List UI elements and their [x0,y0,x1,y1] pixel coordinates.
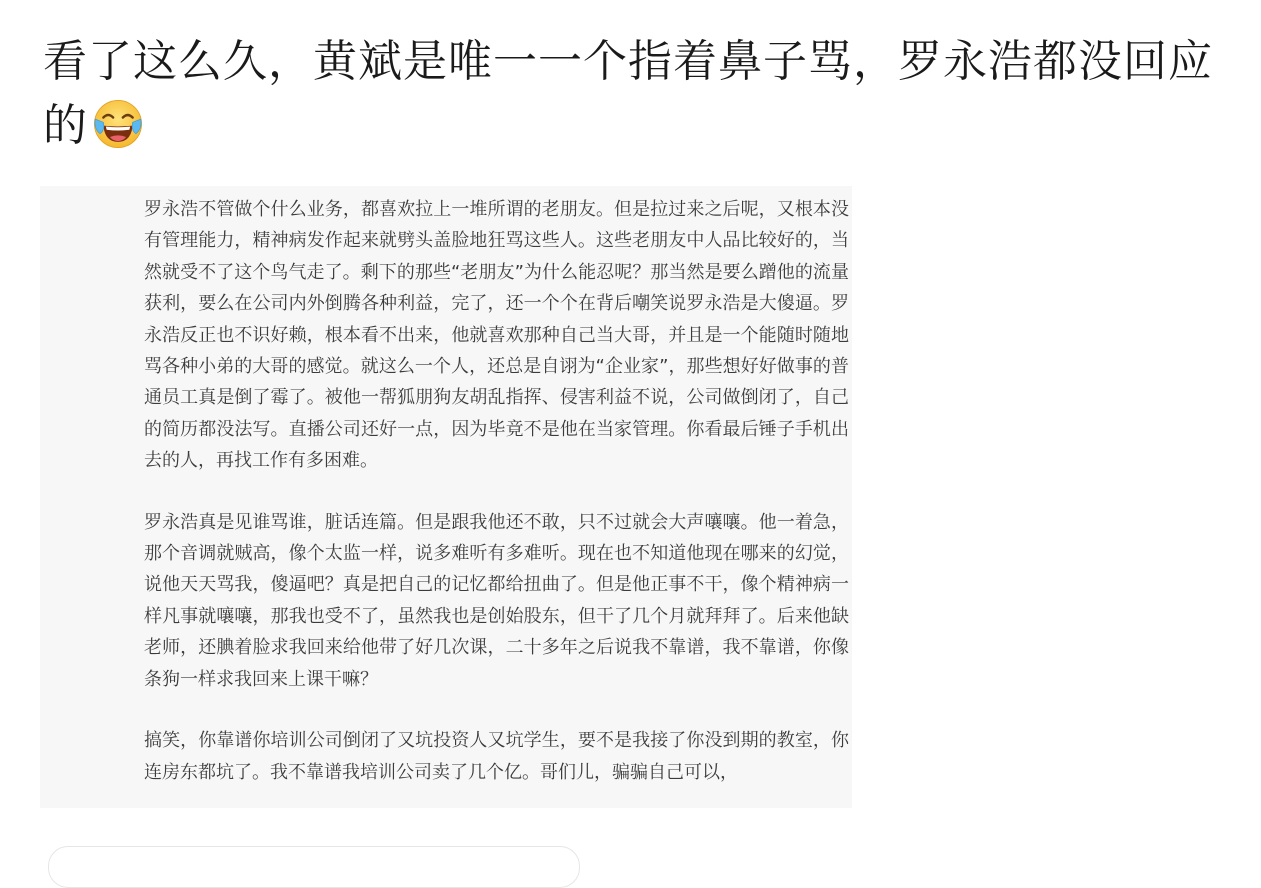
document-paragraph: 搞笑，你靠谱你培训公司倒闭了又坑投资人又坑学生，要不是我接了你没到期的教室，你连房东都坑了。我不靠谱我培训公司卖了几个亿。哥们儿，骗骗自己可以， [144,730,849,783]
face-with-tears-of-joy-icon [92,98,144,150]
document-paragraph: 罗永浩真是见谁骂谁，脏话连篇。但是跟我他还不敢，只不过就会大声嚷嚷。他一着急，那个音调就贼高，像个太监一样，说多难听有多难听。现在也不知道他现在哪来的幻觉，说他天天骂我，傻逼吧？真是把自己的记忆都给扭曲了。但是他正事不干，像个精神病一样凡事就嚷嚷，那我也受不了，虽然我也是创始股东，但干了几个月就拜拜了。后来他缺老师，还腆着脸求我回来给他带了好几次课，二十多年之后说我不靠谱，我不靠谱，你像条狗一样求我回来上课干嘛？ [144,511,849,690]
post-title [43,30,1243,158]
post-title-text: 看了这么久，黄斌是唯一一个指着鼻子骂，罗永浩都没回应的 [43,36,1213,151]
document-paragraph: 罗永浩不管做个什么业务，都喜欢拉上一堆所谓的老朋友。但是拉过来之后呢，又根本没有管理能力，精神病发作起来就劈头盖脸地狂骂这些人。这些老朋友中人品比较好的，当然就受不了这个鸟气走了。剩下的那些“老朋友”为什么能忍呢？那当然是要么蹭他的流量获利，要么在公司内外倒腾各种利益，完了，还一个个在背后嘲笑说罗永浩是大傻逼。罗永浩反正也不识好赖，根本看不出来，他就喜欢那种自己当大哥，并且是一个能随时随地骂各种小弟的大哥的感觉。就这么一个人，还总是自诩为“企业家”，那些想好好做事的普通员工真是倒了霉了。被他一帮狐朋狗友胡乱指挥、侵害利益不说，公司做倒闭了，自己的简历都没法写。直播公司还好一点，因为毕竟不是他在当家管理。你看最后锤子手机出去的人，再找工作有多困难。 [144,199,849,472]
comment-input-box[interactable] [48,846,580,888]
embedded-text-screenshot[interactable] [40,186,852,808]
document-body [144,194,849,788]
image-bottom-fade [40,790,852,808]
